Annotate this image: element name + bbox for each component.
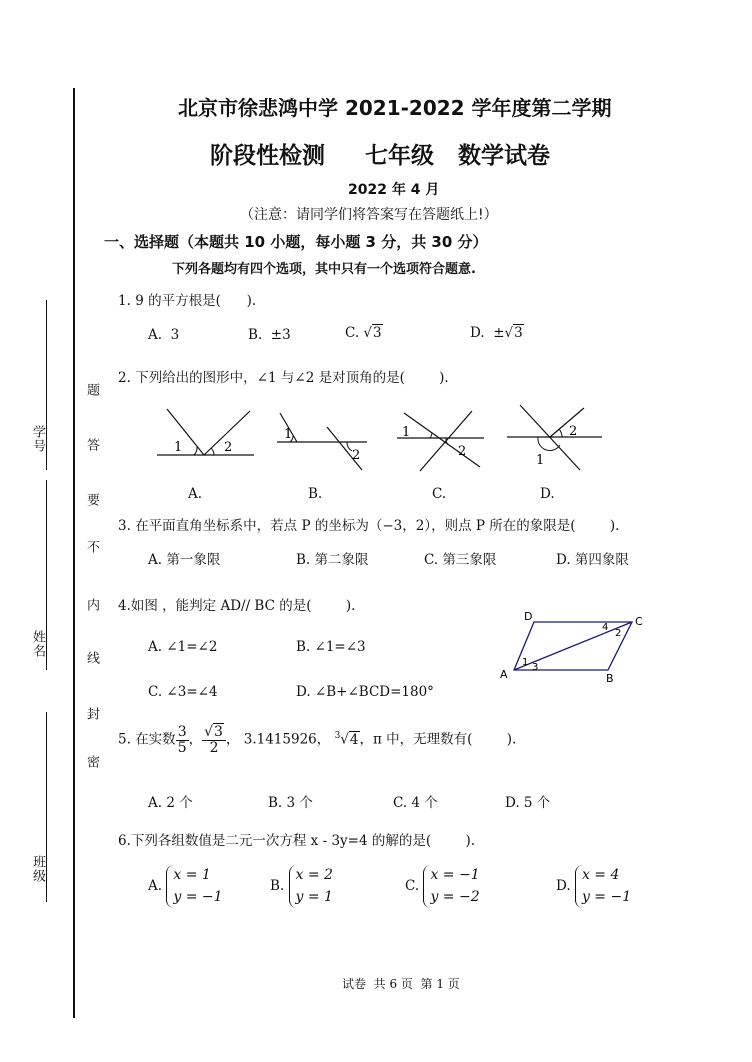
q2-figure-c xyxy=(392,405,502,475)
question-6: 6.下列各组数值是二元一次方程 x - 3y=4 的解的是( ). xyxy=(118,833,476,849)
q4-option-c: C. ∠3=∠4 xyxy=(148,684,218,700)
q6-option-b: B. x = 2 y = 1 xyxy=(270,865,333,908)
equation-system: x = 4 y = −1 xyxy=(575,865,631,908)
angle-2-label: 2 xyxy=(224,440,233,455)
angle-2-label: 2 xyxy=(615,628,622,639)
equation-system: x = 1 y = −1 xyxy=(166,865,222,908)
q2-option-a: A. xyxy=(188,486,203,502)
seal-char: 不 xyxy=(84,540,99,554)
q3-option-c: C. 第三象限 xyxy=(424,552,497,568)
angle-1-label: 1 xyxy=(174,440,183,455)
fraction-3-5: $\frac{3}{5}$ xyxy=(177,724,187,756)
exam-note: （注意：请同学们将答案写在答题纸上!） xyxy=(240,207,498,223)
equation-system: x = 2 y = 1 xyxy=(289,865,333,908)
question-1: 1. 9 的平方根是( ). xyxy=(118,293,257,309)
binding-line xyxy=(73,88,75,1018)
q2-option-b: B. xyxy=(308,486,323,502)
seal-char: 内 xyxy=(84,598,99,612)
angle-4-label: 4 xyxy=(602,622,609,633)
q4-option-a: A. ∠1=∠2 xyxy=(148,639,218,655)
name-label: 姓名 xyxy=(30,630,45,658)
vertex-b-label: B xyxy=(606,672,614,685)
q1-option-b: B. ±3 xyxy=(248,327,291,343)
q2-figure-d xyxy=(502,400,612,475)
q3-option-a: A. 第一象限 xyxy=(148,552,221,568)
q5-option-c: C. 4 个 xyxy=(393,795,438,811)
vertex-d-label: D xyxy=(524,610,533,623)
question-2: 2. 下列给出的图形中，∠1 与∠2 是对顶角的是( ). xyxy=(118,370,449,386)
fraction-sqrt3-2: $\frac{√3}{2}$ xyxy=(202,725,226,755)
angle-1-label: 1 xyxy=(536,453,545,468)
q1-option-d: D. ±√3 xyxy=(470,325,523,341)
angle-2-label: 2 xyxy=(569,424,578,439)
q6-option-d: D. x = 4 y = −1 xyxy=(556,865,631,908)
student-id-label: 学号 xyxy=(30,425,45,453)
angle-1-label: 1 xyxy=(522,657,529,668)
q4-parallelogram-figure xyxy=(500,610,650,685)
angle-1-label: 1 xyxy=(284,427,293,442)
seal-char: 要 xyxy=(84,493,99,507)
q4-option-d: D. ∠B+∠BCD=180° xyxy=(296,684,434,700)
section-heading: 一、选择题（本题共 10 小题，每小题 3 分，共 30 分） xyxy=(104,233,488,251)
q2-figure-a xyxy=(152,405,262,465)
q4-option-b: B. ∠1=∠3 xyxy=(296,639,366,655)
q1-option-a: A. 3 xyxy=(148,327,180,343)
q6-option-c: C. x = −1 y = −2 xyxy=(405,865,480,908)
seal-char: 题 xyxy=(84,383,99,397)
seal-char: 封 xyxy=(84,707,99,721)
equation-system: x = −1 y = −2 xyxy=(423,865,479,908)
q2-figure-b xyxy=(272,405,382,475)
q3-option-d: D. 第四象限 xyxy=(556,552,629,568)
angle-1-label: 1 xyxy=(402,425,411,440)
q1-option-c: C. √3 xyxy=(345,325,382,341)
q5-option-d: D. 5 个 xyxy=(505,795,551,811)
exam-title-line1: 北京市徐悲鸿中学 2021-2022 学年度第二学期 xyxy=(178,96,612,120)
exam-date: 2022 年 4 月 xyxy=(348,182,440,198)
question-5: 5. 在实数 $\frac{3}{5}$ ， $\frac{√3}{2}$ ， 3.1415926， $^3$√4，π 中，无理数有( ). xyxy=(118,724,517,756)
q2-option-c: C. xyxy=(432,486,447,502)
q5-option-a: A. 2 个 xyxy=(148,795,193,811)
q2-option-d: D. xyxy=(540,486,555,502)
q5-option-b: B. 3 个 xyxy=(268,795,313,811)
seal-char: 密 xyxy=(84,755,99,769)
section-instruction: 下列各题均有四个选项，其中只有一个选项符合题意. xyxy=(172,262,476,277)
seal-char: 答 xyxy=(84,438,99,452)
seal-char: 线 xyxy=(84,651,99,665)
page-footer: 试卷 共 6 页 第 1 页 xyxy=(342,977,460,991)
q3-option-b: B. 第二象限 xyxy=(296,552,369,568)
q6-option-a: A. x = 1 y = −1 xyxy=(148,865,223,908)
exam-title-line2: 阶段性检测 七年级 数学试卷 xyxy=(210,143,551,169)
angle-2-label: 2 xyxy=(458,444,467,459)
class-label: 班级 xyxy=(30,855,45,883)
angle-2-label: 2 xyxy=(352,448,361,463)
question-3: 3. 在平面直角坐标系中，若点 P 的坐标为（−3，2），则点 P 所在的象限是( ). xyxy=(118,518,620,534)
vertex-c-label: C xyxy=(635,615,643,628)
question-4: 4.如图 ，能判定 AD// BC 的是( ). xyxy=(118,598,356,614)
vertex-a-label: A xyxy=(500,668,508,681)
angle-3-label: 3 xyxy=(532,662,539,673)
